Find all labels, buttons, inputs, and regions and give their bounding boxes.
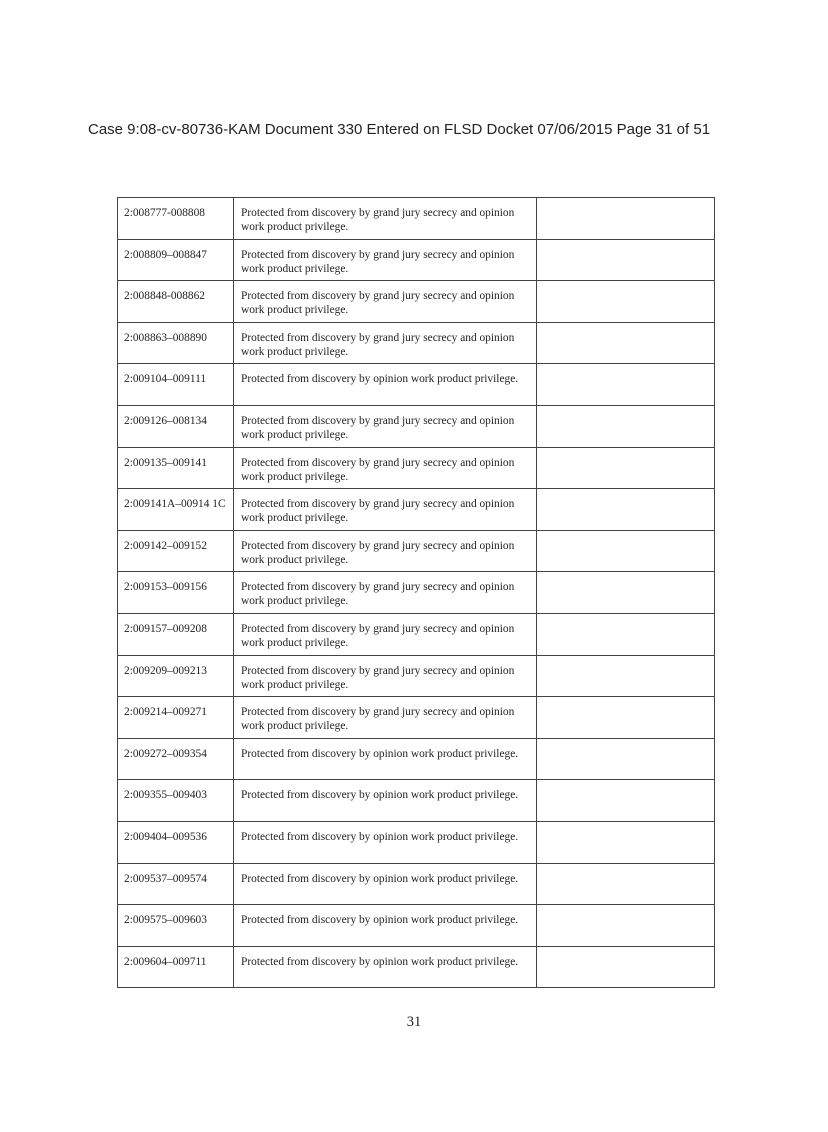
notes-cell-text [537,822,714,830]
privilege-description-cell-text: Protected from discovery by grand jury secrecy and opinion work product privilege. [241,539,515,566]
table-row [118,655,715,697]
table-row [118,780,715,822]
notes-cell-text [537,739,714,747]
privilege-description-cell [234,489,537,531]
bates-range-cell [118,322,234,364]
table-row [118,322,715,364]
notes-cell-text [537,406,714,414]
privilege-description-cell-text: Protected from discovery by grand jury secrecy and opinion work product privilege. [241,622,515,649]
table-row [118,405,715,447]
table-row [118,613,715,655]
table-row [118,489,715,531]
notes-cell-text [537,281,714,289]
privilege-description-cell-text: Protected from discovery by grand jury secrecy and opinion work product privilege. [241,331,515,358]
notes-cell [537,655,715,697]
privilege-description-cell [234,447,537,489]
notes-cell-text [537,489,714,497]
privilege-description-cell-text: Protected from discovery by opinion work product privilege. [241,872,519,885]
notes-cell-text [537,656,714,664]
privilege-description-cell [234,322,537,364]
bates-range-cell-text: 2:009355–009403 [124,789,207,802]
bates-range-cell-text: 2:008809–008847 [124,248,207,261]
notes-cell [537,905,715,947]
notes-cell-text [537,780,714,788]
bates-range-cell-text: 2:009126–008134 [124,414,207,427]
privilege-log-table [117,197,715,988]
page-number: 31 [406,1014,422,1030]
bates-range-cell [118,780,234,822]
notes-cell-text [537,240,714,248]
bates-range-cell-text: 2:009135–009141 [124,456,207,469]
notes-cell-text [537,864,714,872]
bates-range-cell-text: 2:008863–008890 [124,331,207,344]
bates-range-cell [118,738,234,780]
privilege-description-cell [234,281,537,323]
bates-range-cell [118,405,234,447]
bates-range-cell-text: 2:009141A–00914 1C [124,498,226,511]
privilege-description-cell [234,780,537,822]
privilege-description-cell-text: Protected from discovery by grand jury secrecy and opinion work product privilege. [241,290,515,317]
table-row [118,946,715,988]
privilege-description-cell [234,405,537,447]
table-row [118,364,715,406]
privilege-description-cell-text: Protected from discovery by opinion work product privilege. [241,789,519,802]
bates-range-cell [118,530,234,572]
privilege-description-cell [234,613,537,655]
notes-cell-text [537,198,714,206]
bates-range-cell [118,863,234,905]
privilege-description-cell-text: Protected from discovery by grand jury secrecy and opinion work product privilege. [241,664,515,691]
table-row [118,572,715,614]
notes-cell-text [537,614,714,622]
bates-range-cell [118,946,234,988]
notes-cell [537,821,715,863]
notes-cell [537,489,715,531]
table-row [118,198,715,240]
notes-cell [537,863,715,905]
bates-range-cell [118,489,234,531]
bates-range-cell [118,281,234,323]
table-row [118,530,715,572]
notes-cell [537,239,715,281]
privilege-description-cell [234,530,537,572]
notes-cell-text [537,364,714,372]
privilege-description-cell-text: Protected from discovery by grand jury secrecy and opinion work product privilege. [241,248,515,275]
notes-cell [537,364,715,406]
privilege-description-cell [234,572,537,614]
table-row [118,905,715,947]
privilege-description-cell-text: Protected from discovery by grand jury secrecy and opinion work product privilege. [241,706,515,733]
bates-range-cell-text: 2:009142–009152 [124,539,207,552]
privilege-description-cell-text: Protected from discovery by opinion work product privilege. [241,914,519,927]
notes-cell [537,697,715,739]
notes-cell [537,198,715,240]
table-row [118,697,715,739]
privilege-description-cell-text: Protected from discovery by opinion work product privilege. [241,373,519,386]
bates-range-cell-text: 2:009157–009208 [124,622,207,635]
privilege-description-cell-text: Protected from discovery by opinion work product privilege. [241,830,519,843]
privilege-description-cell [234,946,537,988]
privilege-description-cell [234,697,537,739]
bates-range-cell [118,198,234,240]
privilege-description-cell [234,239,537,281]
notes-cell [537,447,715,489]
table-row [118,738,715,780]
notes-cell [537,530,715,572]
bates-range-cell-text: 2:009272–009354 [124,747,207,760]
bates-range-cell-text: 2:009575–009603 [124,914,207,927]
bates-range-cell [118,613,234,655]
notes-cell-text [537,905,714,913]
notes-cell-text [537,947,714,955]
table-row [118,281,715,323]
bates-range-cell [118,905,234,947]
notes-cell-text [537,697,714,705]
bates-range-cell-text: 2:009153–009156 [124,581,207,594]
privilege-description-cell-text: Protected from discovery by grand jury secrecy and opinion work product privilege. [241,414,515,441]
privilege-description-cell [234,364,537,406]
bates-range-cell [118,821,234,863]
table-row [118,821,715,863]
notes-cell [537,572,715,614]
notes-cell [537,613,715,655]
bates-range-cell [118,364,234,406]
table-row [118,239,715,281]
bates-range-cell [118,697,234,739]
bates-range-cell [118,239,234,281]
docket-header: Case 9:08-cv-80736-KAM Document 330 Entered on FLSD Docket 07/06/2015 Page 31 of 51 [88,121,711,138]
privilege-description-cell [234,905,537,947]
privilege-description-cell [234,655,537,697]
notes-cell-text [537,448,714,456]
bates-range-cell-text: 2:009104–009111 [124,373,207,386]
table-row [118,447,715,489]
privilege-description-cell-text: Protected from discovery by grand jury secrecy and opinion work product privilege. [241,581,515,608]
notes-cell [537,281,715,323]
bates-range-cell-text: 2:008848-008862 [124,290,205,303]
privilege-description-cell [234,198,537,240]
table-row [118,863,715,905]
bates-range-cell-text: 2:009604–009711 [124,955,207,968]
bates-range-cell-text: 2:009214–009271 [124,706,207,719]
notes-cell-text [537,572,714,580]
bates-range-cell-text: 2:009537–009574 [124,872,207,885]
notes-cell-text [537,531,714,539]
notes-cell [537,946,715,988]
privilege-description-cell-text: Protected from discovery by grand jury secrecy and opinion work product privilege. [241,498,515,525]
privilege-log-body [118,198,715,988]
notes-cell [537,405,715,447]
notes-cell [537,738,715,780]
notes-cell [537,780,715,822]
notes-cell [537,322,715,364]
privilege-description-cell [234,863,537,905]
privilege-description-cell [234,738,537,780]
bates-range-cell-text: 2:009404–009536 [124,830,207,843]
privilege-description-cell-text: Protected from discovery by grand jury secrecy and opinion work product privilege. [241,456,515,483]
privilege-description-cell-text: Protected from discovery by opinion work product privilege. [241,955,519,968]
notes-cell-text [537,323,714,331]
bates-range-cell-text: 2:009209–009213 [124,664,207,677]
privilege-description-cell-text: Protected from discovery by opinion work product privilege. [241,747,519,760]
bates-range-cell [118,655,234,697]
privilege-description-cell-text: Protected from discovery by grand jury secrecy and opinion work product privilege. [241,207,515,233]
privilege-description-cell [234,821,537,863]
bates-range-cell-text: 2:008777-008808 [124,207,205,219]
bates-range-cell [118,447,234,489]
bates-range-cell [118,572,234,614]
